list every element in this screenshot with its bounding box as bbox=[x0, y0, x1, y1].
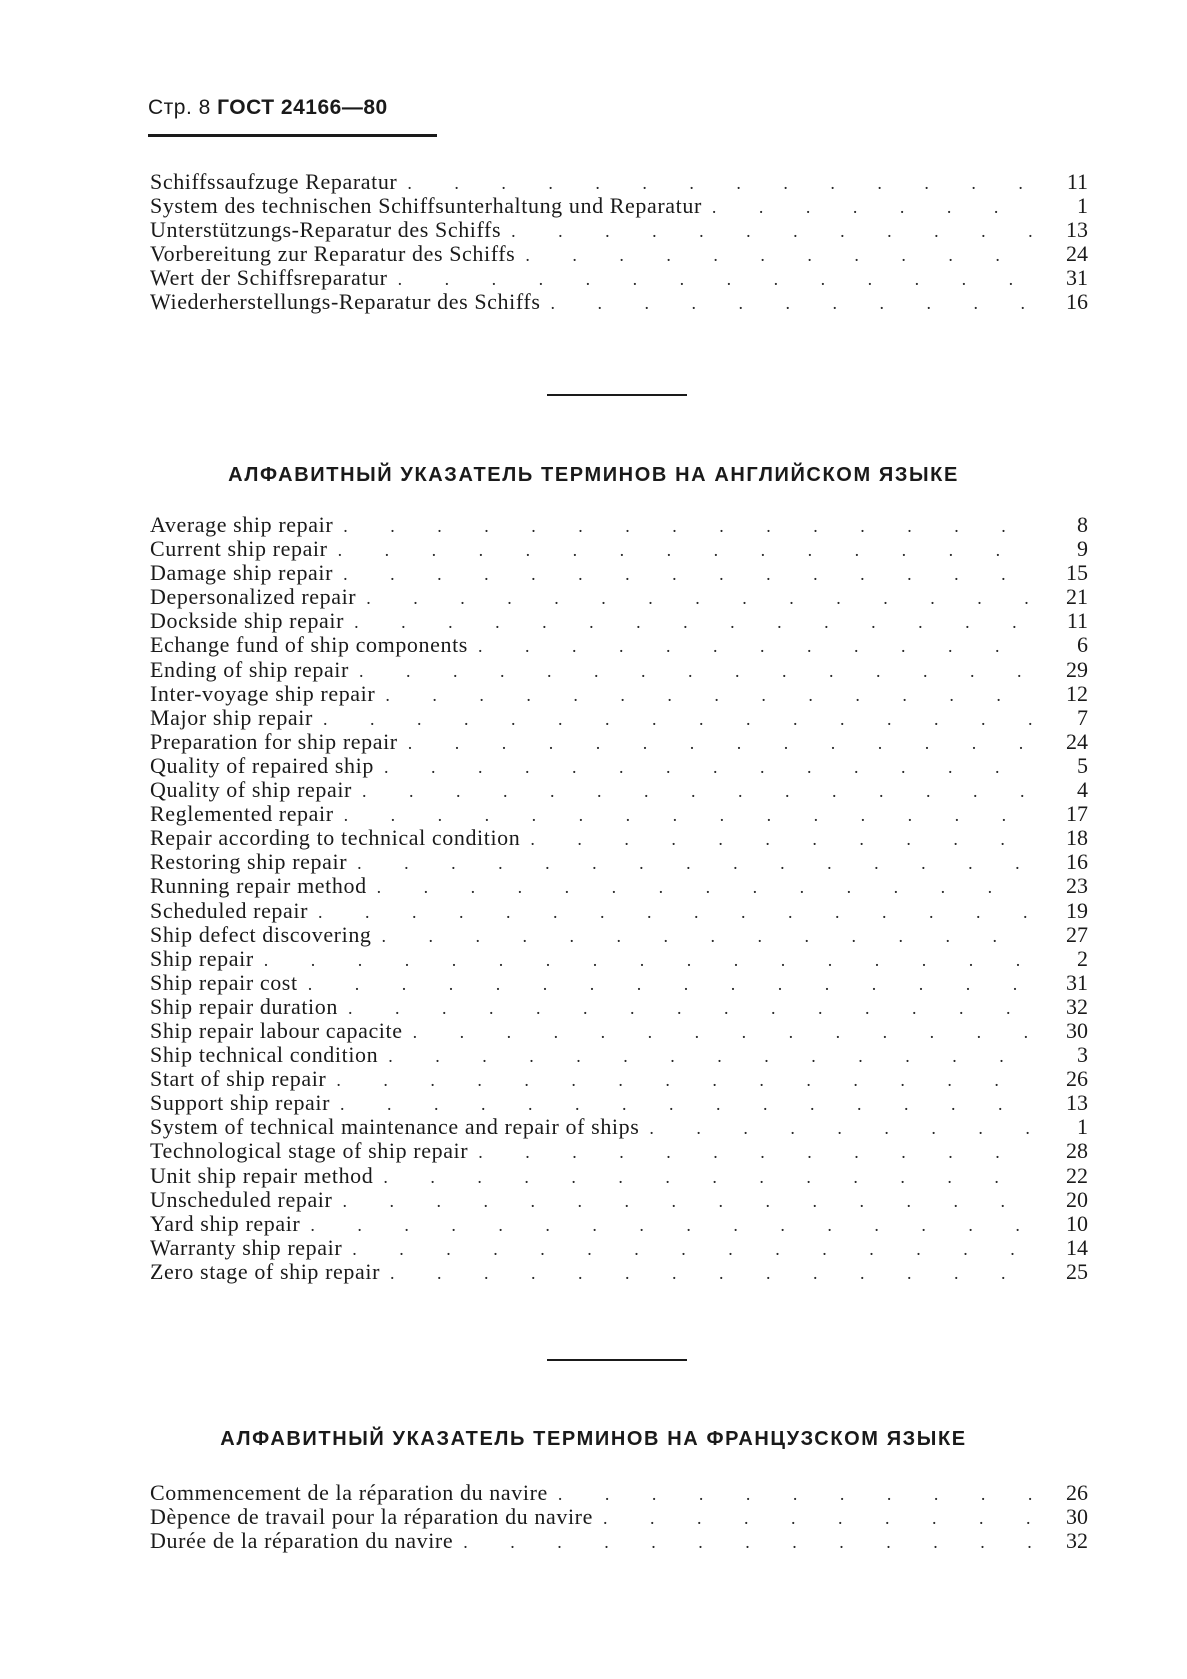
index-page-number: 11 bbox=[1066, 609, 1088, 634]
index-term: Major ship repair bbox=[150, 705, 313, 730]
index-page-number: 4 bbox=[1077, 778, 1088, 803]
index-term: System of technical maintenance and repair of ships bbox=[150, 1115, 640, 1140]
dot-leader bbox=[338, 538, 1032, 561]
index-page-number: 17 bbox=[1066, 802, 1088, 827]
index-entry bbox=[150, 585, 1088, 609]
dot-leader bbox=[525, 243, 1032, 266]
index-entry bbox=[150, 971, 1088, 995]
index-page-number: 23 bbox=[1066, 874, 1088, 899]
french-index-list bbox=[150, 1481, 1088, 1553]
index-entry bbox=[150, 802, 1088, 826]
index-term: Dèpence de travail pour la réparation du navire bbox=[150, 1505, 593, 1530]
dot-leader bbox=[388, 1044, 1032, 1067]
index-term: Damage ship repair bbox=[150, 561, 334, 586]
index-term: Support ship repair bbox=[150, 1091, 331, 1116]
index-term: Echange fund of ship components bbox=[150, 633, 468, 658]
dot-leader bbox=[390, 1261, 1032, 1284]
dot-leader bbox=[342, 1189, 1032, 1212]
index-entry bbox=[150, 194, 1088, 218]
index-entry bbox=[150, 706, 1088, 730]
index-entry bbox=[150, 1067, 1088, 1091]
index-page-number: 30 bbox=[1066, 1505, 1088, 1530]
index-entry bbox=[150, 1188, 1088, 1212]
index-page-number: 1 bbox=[1077, 1115, 1088, 1140]
index-page-number: 9 bbox=[1077, 537, 1088, 562]
index-page-number: 15 bbox=[1066, 561, 1088, 586]
index-term: Unscheduled repair bbox=[150, 1187, 333, 1212]
index-term: Unit ship repair method bbox=[150, 1163, 374, 1188]
dot-leader bbox=[348, 996, 1032, 1019]
index-term: Ending of ship repair bbox=[150, 657, 349, 682]
index-entry bbox=[150, 1481, 1088, 1505]
dot-leader bbox=[384, 755, 1032, 778]
index-page-number: 22 bbox=[1066, 1163, 1088, 1188]
index-entry bbox=[150, 266, 1088, 290]
index-page-number: 28 bbox=[1066, 1139, 1088, 1164]
index-term: Quality of repaired ship bbox=[150, 753, 374, 778]
index-entry bbox=[150, 1212, 1088, 1236]
dot-leader bbox=[318, 900, 1032, 923]
english-index-title: АЛФАВИТНЫЙ УКАЗАТЕЛЬ ТЕРМИНОВ НА АНГЛИЙСКОМ ЯЗЫКЕ bbox=[228, 464, 959, 486]
index-page-number: 5 bbox=[1077, 753, 1088, 778]
dot-leader bbox=[264, 948, 1032, 971]
dot-leader bbox=[366, 586, 1032, 609]
index-term: Ship technical condition bbox=[150, 1043, 379, 1068]
index-term: Running repair method bbox=[150, 874, 367, 899]
dot-leader bbox=[359, 659, 1032, 682]
index-term: Restoring ship repair bbox=[150, 850, 348, 875]
index-page-number: 6 bbox=[1077, 633, 1088, 658]
index-page-number: 26 bbox=[1066, 1481, 1088, 1505]
index-entry bbox=[150, 218, 1088, 242]
index-term: Durée de la réparation du navire bbox=[150, 1529, 454, 1554]
index-page-number: 24 bbox=[1066, 729, 1088, 754]
english-index-list bbox=[150, 513, 1088, 1284]
index-entry bbox=[150, 1236, 1088, 1260]
index-term: Ship repair duration bbox=[150, 994, 338, 1019]
index-entry bbox=[150, 1260, 1088, 1284]
dot-leader bbox=[352, 1237, 1032, 1260]
index-term: Repair according to technical condition bbox=[150, 826, 521, 851]
dot-leader bbox=[344, 803, 1032, 826]
dot-leader bbox=[530, 827, 1032, 850]
index-term: Yard ship repair bbox=[150, 1211, 301, 1236]
index-term: Schiffssaufzuge Reparatur bbox=[150, 170, 398, 194]
dot-leader bbox=[343, 514, 1032, 537]
dot-leader bbox=[354, 610, 1032, 633]
dot-leader bbox=[712, 195, 1032, 218]
dot-leader bbox=[382, 924, 1032, 947]
dot-leader bbox=[407, 171, 1032, 194]
index-entry bbox=[150, 561, 1088, 585]
index-term: Scheduled repair bbox=[150, 898, 309, 923]
index-entry bbox=[150, 170, 1088, 194]
index-term: Ship defect discovering bbox=[150, 922, 372, 947]
index-term: Vorbereitung zur Reparatur des Schiffs bbox=[150, 242, 516, 267]
page-header bbox=[148, 96, 388, 120]
index-page-number: 32 bbox=[1066, 994, 1088, 1019]
index-term: System des technischen Schiffsunterhaltung und Reparatur bbox=[150, 194, 702, 219]
page-label: Стр. 8 bbox=[148, 96, 211, 119]
header-underline bbox=[148, 134, 437, 137]
index-entry bbox=[150, 1091, 1088, 1115]
index-entry bbox=[150, 513, 1088, 537]
dot-leader bbox=[603, 1506, 1032, 1529]
index-page-number: 27 bbox=[1066, 922, 1088, 947]
index-entry bbox=[150, 1139, 1088, 1163]
dot-leader bbox=[362, 779, 1032, 802]
index-entry bbox=[150, 850, 1088, 874]
dot-leader bbox=[340, 1092, 1032, 1115]
index-page-number: 3 bbox=[1077, 1043, 1088, 1068]
dot-leader bbox=[310, 1213, 1032, 1236]
index-entry bbox=[150, 947, 1088, 971]
index-term: Start of ship repair bbox=[150, 1067, 327, 1092]
index-term: Preparation for ship repair bbox=[150, 729, 398, 754]
index-term: Reglemented repair bbox=[150, 802, 334, 827]
index-entry bbox=[150, 754, 1088, 778]
index-page-number: 8 bbox=[1077, 513, 1088, 537]
dot-leader bbox=[478, 1140, 1032, 1163]
index-term: Inter-voyage ship repair bbox=[150, 681, 376, 706]
index-term: Ship repair labour capacite bbox=[150, 1018, 403, 1043]
index-term: Zero stage of ship repair bbox=[150, 1259, 381, 1284]
index-term: Wert der Schiffsreparatur bbox=[150, 266, 388, 291]
index-entry bbox=[150, 1043, 1088, 1067]
index-entry bbox=[150, 682, 1088, 706]
dot-leader bbox=[550, 291, 1032, 314]
dot-leader bbox=[308, 972, 1032, 995]
dot-leader bbox=[385, 683, 1032, 706]
index-page-number: 14 bbox=[1066, 1235, 1088, 1260]
index-entry bbox=[150, 874, 1088, 898]
index-page-number: 30 bbox=[1066, 1018, 1088, 1043]
index-term: Ship repair cost bbox=[150, 970, 298, 995]
index-entry bbox=[150, 1164, 1088, 1188]
index-term: Quality of ship repair bbox=[150, 778, 352, 803]
index-page-number: 13 bbox=[1066, 1091, 1088, 1116]
index-term: Technological stage of ship repair bbox=[150, 1139, 469, 1164]
index-term: Wiederherstellungs-Reparatur des Schiffs bbox=[150, 290, 541, 315]
index-page-number: 31 bbox=[1066, 970, 1088, 995]
index-page-number: 16 bbox=[1066, 850, 1088, 875]
dot-leader bbox=[649, 1116, 1032, 1139]
index-term: Ship repair bbox=[150, 946, 254, 971]
index-entry bbox=[150, 633, 1088, 657]
index-entry bbox=[150, 899, 1088, 923]
index-entry bbox=[150, 1529, 1088, 1553]
index-page-number: 29 bbox=[1066, 657, 1088, 682]
dot-leader bbox=[343, 562, 1032, 585]
dot-leader bbox=[511, 219, 1032, 242]
dot-leader bbox=[413, 1020, 1032, 1043]
index-entry bbox=[150, 1505, 1088, 1529]
dot-leader bbox=[336, 1068, 1032, 1091]
dot-leader bbox=[383, 1165, 1032, 1188]
index-entry bbox=[150, 778, 1088, 802]
index-entry bbox=[150, 1115, 1088, 1139]
index-page-number: 1 bbox=[1077, 194, 1088, 219]
index-entry bbox=[150, 995, 1088, 1019]
index-page-number: 2 bbox=[1077, 946, 1088, 971]
dot-leader bbox=[377, 875, 1032, 898]
index-page-number: 19 bbox=[1066, 898, 1088, 923]
index-page-number: 12 bbox=[1066, 681, 1088, 706]
section-separator bbox=[547, 394, 687, 396]
section-separator bbox=[547, 1359, 687, 1361]
dot-leader bbox=[478, 634, 1032, 657]
index-page-number: 26 bbox=[1066, 1067, 1088, 1092]
index-page-number: 16 bbox=[1066, 290, 1088, 315]
french-index-title: АЛФАВИТНЫЙ УКАЗАТЕЛЬ ТЕРМИНОВ НА ФРАНЦУЗСКОМ ЯЗЫКЕ bbox=[220, 1428, 967, 1450]
index-term: Commencement de la réparation du navire bbox=[150, 1481, 548, 1505]
index-entry bbox=[150, 609, 1088, 633]
dot-leader bbox=[323, 707, 1032, 730]
dot-leader bbox=[558, 1482, 1032, 1505]
index-entry bbox=[150, 923, 1088, 947]
index-term: Unterstützungs-Reparatur des Schiffs bbox=[150, 218, 502, 243]
index-page-number: 18 bbox=[1066, 826, 1088, 851]
index-term: Depersonalized repair bbox=[150, 585, 357, 610]
index-page-number: 10 bbox=[1066, 1211, 1088, 1236]
index-entry bbox=[150, 1019, 1088, 1043]
index-page-number: 11 bbox=[1066, 170, 1088, 194]
index-page-number: 24 bbox=[1066, 242, 1088, 267]
dot-leader bbox=[357, 851, 1032, 874]
dot-leader bbox=[408, 731, 1032, 754]
german-index-continuation bbox=[150, 170, 1088, 315]
index-entry bbox=[150, 537, 1088, 561]
index-entry bbox=[150, 826, 1088, 850]
index-page-number: 25 bbox=[1066, 1259, 1088, 1284]
index-term: Dockside ship repair bbox=[150, 609, 345, 634]
dot-leader bbox=[398, 267, 1032, 290]
index-entry bbox=[150, 730, 1088, 754]
index-page-number: 21 bbox=[1066, 585, 1088, 610]
index-entry bbox=[150, 242, 1088, 266]
index-page-number: 13 bbox=[1066, 218, 1088, 243]
index-term: Warranty ship repair bbox=[150, 1235, 343, 1260]
dot-leader bbox=[463, 1530, 1032, 1553]
document-code: ГОСТ 24166—80 bbox=[217, 96, 388, 119]
index-page-number: 31 bbox=[1066, 266, 1088, 291]
index-entry bbox=[150, 290, 1088, 314]
index-term: Current ship repair bbox=[150, 537, 328, 562]
index-entry bbox=[150, 658, 1088, 682]
index-term: Average ship repair bbox=[150, 513, 334, 537]
index-page-number: 20 bbox=[1066, 1187, 1088, 1212]
index-page-number: 7 bbox=[1077, 705, 1088, 730]
index-page-number: 32 bbox=[1066, 1529, 1088, 1554]
